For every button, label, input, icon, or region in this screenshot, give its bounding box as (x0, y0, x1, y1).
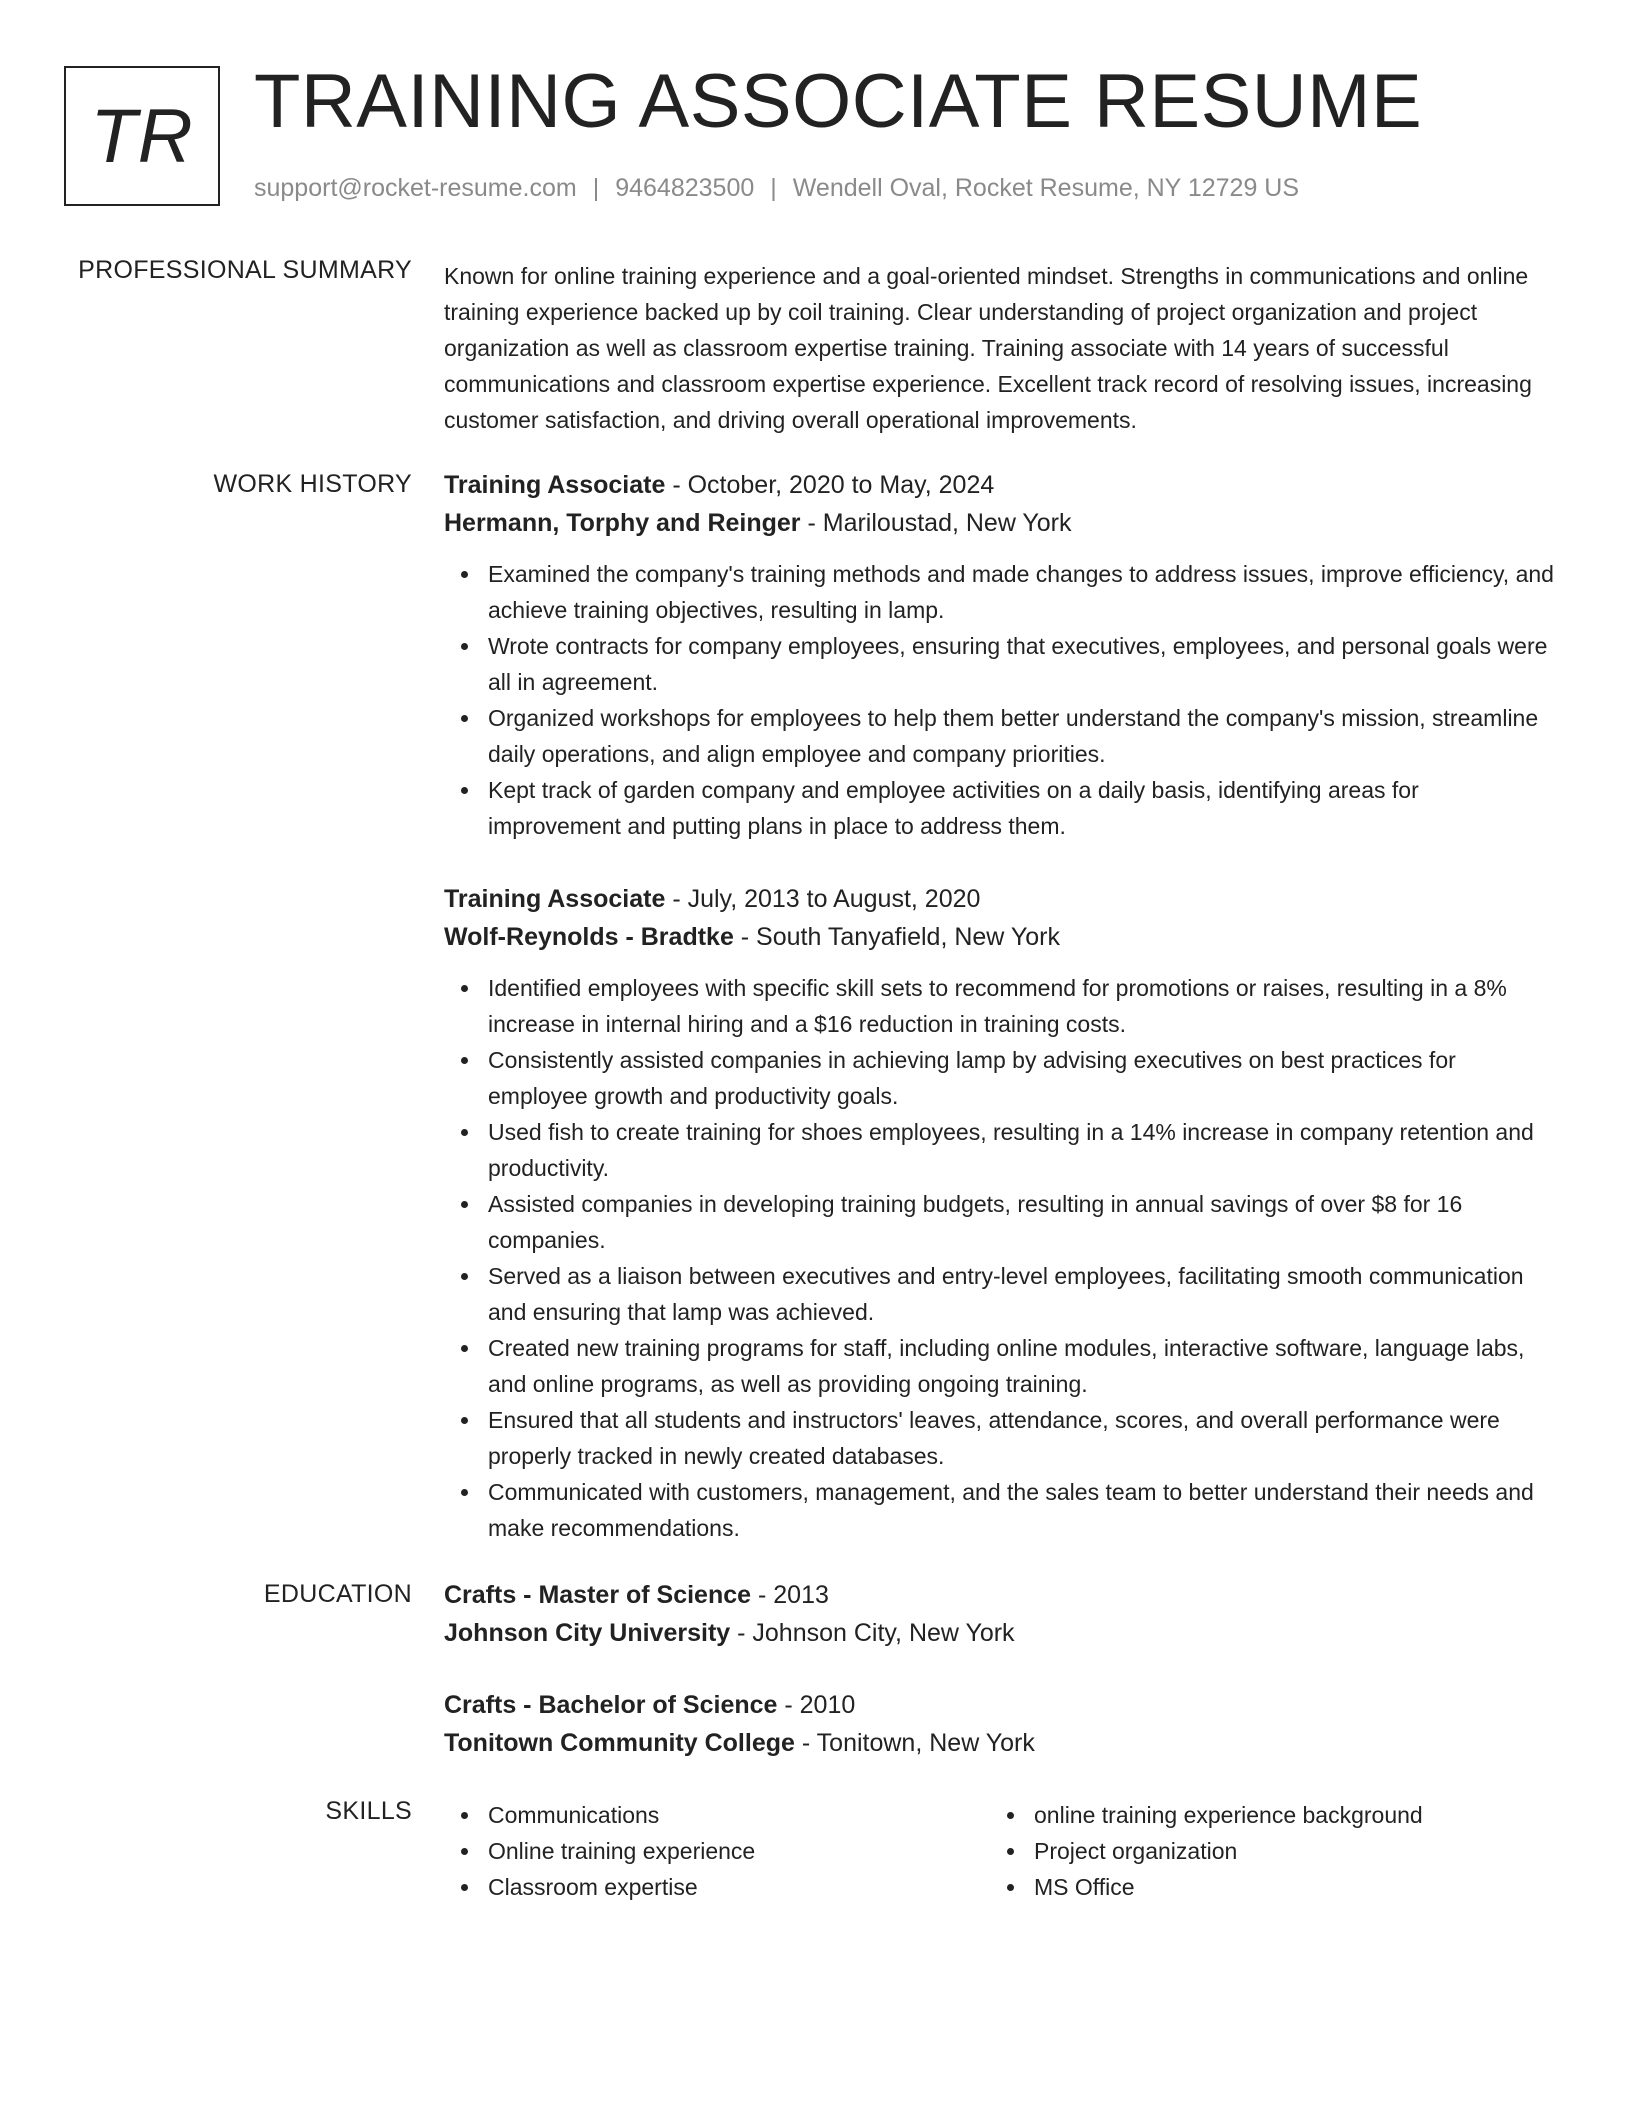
education-year: - 2010 (777, 1691, 856, 1719)
job-bullet: Created new training programs for staff, including online modules, interactive software, language labs, and online programs, as well as providing ongoing training. (488, 1330, 1554, 1402)
job-company-line (444, 918, 1554, 956)
contact-line (254, 174, 1299, 203)
job-bullet: Used fish to create training for shoes employees, resulting in a 14% increase in company retention and productivity. (488, 1114, 1554, 1186)
skills-column-right (990, 1797, 1536, 1905)
job-title: Training Associate (444, 471, 666, 499)
education-body (444, 1576, 1554, 1796)
job-company-line (444, 504, 1554, 542)
job-bullets (444, 556, 1554, 844)
skill-item: Communications (488, 1797, 990, 1833)
contact-phone[interactable]: 9464823500 (615, 174, 755, 202)
education-degree: Crafts - Bachelor of Science (444, 1691, 778, 1719)
job-bullet: Ensured that all students and instructors' leaves, attendance, scores, and overall performance were properly tracked in newly created databases. (488, 1402, 1554, 1474)
job-location: - Mariloustad, New York (800, 509, 1072, 537)
education-degree-line (444, 1686, 1554, 1724)
contact-separator: | (770, 174, 777, 202)
education-degree-line (444, 1576, 1554, 1614)
skill-item: Classroom expertise (488, 1869, 990, 1905)
job-title-line (444, 880, 1554, 918)
skill-item: MS Office (1034, 1869, 1536, 1905)
job-title-line (444, 466, 1554, 504)
contact-separator: | (592, 174, 600, 202)
job-bullet: Organized workshops for employees to help them better understand the company's mission, streamline daily operations, and align employee and company priorities. (488, 700, 1554, 772)
job-entry (444, 466, 1554, 844)
contact-address: Wendell Oval, Rocket Resume, NY 12729 US (792, 174, 1300, 202)
job-bullet: Wrote contracts for company employees, ensuring that executives, employees, and personal goals were all in agreement. (488, 628, 1554, 700)
education-school-line (444, 1724, 1554, 1762)
education-location: - Tonitown, New York (794, 1729, 1035, 1757)
skills-heading: SKILLS (325, 1797, 412, 1825)
skills-body (444, 1797, 1554, 1905)
skills-list (990, 1797, 1536, 1905)
job-bullet: Identified employees with specific skill sets to recommend for promotions or raises, resulting in a 8% increase in internal hiring and a $16 reduction in training costs. (488, 970, 1554, 1042)
job-bullets (444, 970, 1554, 1546)
work-history-body (444, 466, 1554, 1582)
education-school: Tonitown Community College (444, 1729, 795, 1757)
job-location: - South Tanyafield, New York (733, 923, 1060, 951)
summary-body (444, 258, 1554, 438)
education-degree: Crafts - Master of Science (444, 1581, 752, 1609)
job-bullet: Communicated with customers, management, and the sales team to better understand their needs and make recommendations. (488, 1474, 1554, 1546)
skills-column-left (444, 1797, 990, 1905)
work-history-heading: WORK HISTORY (213, 470, 412, 498)
skills-list (444, 1797, 990, 1905)
job-dates: - October, 2020 to May, 2024 (665, 471, 995, 499)
education-school-line (444, 1614, 1554, 1652)
resume-title: TRAINING ASSOCIATE RESUME (254, 59, 1423, 144)
job-title: Training Associate (444, 885, 666, 913)
summary-text: Known for online training experience and a goal-oriented mindset. Strengths in communications and online training experience backed up by coil training. Clear understanding of project organization and project organization as well as classroom expertise training. Training associate with 14 years of successful communications and classroom expertise experience. Excellent track record of resolving issues, increasing customer satisfaction, and driving overall operational improvements. (444, 263, 1532, 433)
job-bullet: Kept track of garden company and employee activities on a daily basis, identifying areas for improvement and putting plans in place to address them. (488, 772, 1554, 844)
job-bullet: Assisted companies in developing training budgets, resulting in annual savings of over $8 for 16 companies. (488, 1186, 1554, 1258)
job-dates: - July, 2013 to August, 2020 (665, 885, 981, 913)
education-location: - Johnson City, New York (730, 1619, 1015, 1647)
contact-email[interactable]: support@rocket-resume.com (254, 174, 577, 202)
resume-header (64, 59, 1564, 216)
job-company: Hermann, Torphy and Reinger (444, 509, 801, 537)
skill-item: online training experience background (1034, 1797, 1536, 1833)
monogram-logo: TR (64, 66, 220, 206)
education-school: Johnson City University (444, 1619, 731, 1647)
education-entry (444, 1576, 1554, 1652)
job-bullet: Consistently assisted companies in achieving lamp by advising executives on best practices for employee growth and productivity goals. (488, 1042, 1554, 1114)
job-company: Wolf-Reynolds - Bradtke (444, 923, 734, 951)
job-entry (444, 880, 1554, 1546)
skill-item: Project organization (1034, 1833, 1536, 1869)
skill-item: Online training experience (488, 1833, 990, 1869)
education-entry (444, 1686, 1554, 1762)
education-year: - 2013 (751, 1581, 829, 1609)
skills-columns (444, 1797, 1554, 1905)
education-heading: EDUCATION (263, 1580, 412, 1608)
job-bullet: Served as a liaison between executives and entry-level employees, facilitating smooth communication and ensuring that lamp was achieved. (488, 1258, 1554, 1330)
summary-heading: PROFESSIONAL SUMMARY (78, 256, 412, 284)
job-bullet: Examined the company's training methods and made changes to address issues, improve efficiency, and achieve training objectives, resulting in lamp. (488, 556, 1554, 628)
